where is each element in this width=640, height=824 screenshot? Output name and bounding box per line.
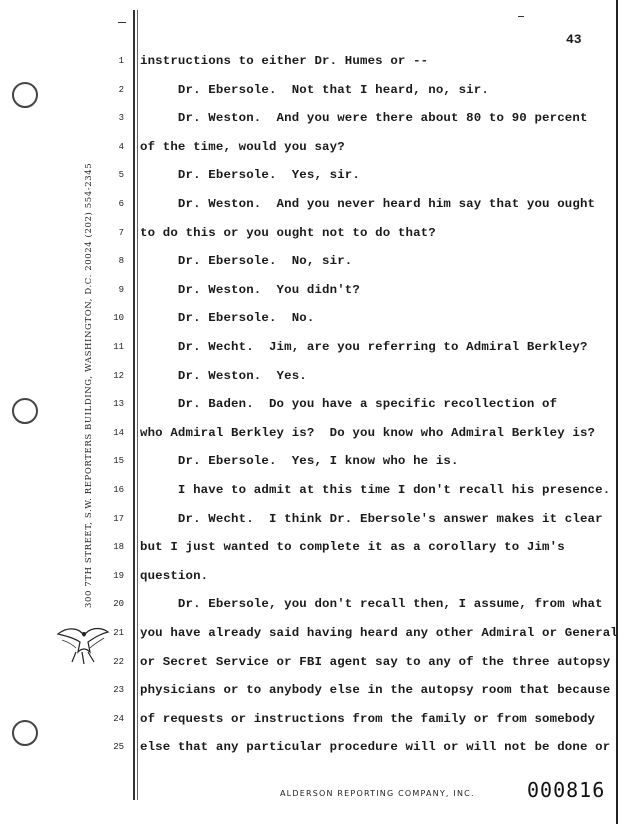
line-number: 8	[118, 256, 124, 266]
scan-mark	[518, 16, 524, 17]
line-number: 6	[118, 199, 124, 209]
transcript-line: or Secret Service or FBI agent say to any of the three autopsy	[140, 655, 611, 669]
line-number: 11	[113, 342, 124, 352]
line-number: 10	[113, 313, 124, 323]
transcript-line: Dr. Ebersole. Yes, I know who he is.	[140, 454, 459, 468]
reporter-address-vertical: 300 7TH STREET, S.W. REPORTERS BUILDING, WASHINGTON, D.C. 20024 (202) 554-2345	[84, 162, 94, 608]
transcript-line: Dr. Wecht. I think Dr. Ebersole's answer makes it clear	[140, 512, 603, 526]
line-number: 13	[113, 399, 124, 409]
transcript-line: you have already said having heard any other Admiral or General	[140, 626, 618, 640]
transcript-line: who Admiral Berkley is? Do you know who Admiral Berkley is?	[140, 426, 596, 440]
line-number: 23	[113, 685, 124, 695]
transcript-line: Dr. Weston. And you never heard him say that you ought	[140, 197, 596, 211]
transcript-line: Dr. Ebersole. No.	[140, 311, 315, 325]
scan-mark	[118, 22, 126, 23]
line-number: 22	[113, 657, 124, 667]
transcript-line: else that any particular procedure will or will not be done or	[140, 740, 611, 754]
transcript-line: I have to admit at this time I don't recall his presence.	[140, 483, 611, 497]
transcript-line: but I just wanted to complete it as a corollary to Jim's	[140, 540, 565, 554]
eagle-seal-icon	[54, 618, 110, 668]
line-number: 1	[118, 56, 124, 66]
line-number: 9	[118, 285, 124, 295]
line-number: 7	[118, 228, 124, 238]
transcript-line: Dr. Ebersole. No, sir.	[140, 254, 353, 268]
transcript-line: Dr. Weston. Yes.	[140, 369, 307, 383]
binder-hole-bottom	[12, 720, 38, 746]
line-number: 14	[113, 428, 124, 438]
transcript-line: physicians or to anybody else in the autopsy room that because	[140, 683, 611, 697]
binder-hole-top	[12, 82, 38, 108]
margin-rule-right	[616, 0, 618, 824]
transcript-line: Dr. Ebersole, you don't recall then, I assume, from what	[140, 597, 603, 611]
transcript-line: Dr. Ebersole. Yes, sir.	[140, 168, 360, 182]
transcript-line: of the time, would you say?	[140, 140, 345, 154]
line-number: 24	[113, 714, 124, 724]
margin-rule-left	[133, 10, 135, 800]
transcript-line: Dr. Weston. And you were there about 80 to 90 percent	[140, 111, 588, 125]
transcript-line: Dr. Weston. You didn't?	[140, 283, 360, 297]
line-number: 25	[113, 742, 124, 752]
line-number: 3	[118, 113, 124, 123]
footer-company: ALDERSON REPORTING COMPANY, INC.	[280, 789, 475, 798]
binder-hole-middle	[12, 398, 38, 424]
page-number: 43	[566, 32, 582, 47]
line-number: 2	[118, 85, 124, 95]
transcript-line: Dr. Baden. Do you have a specific recollection of	[140, 397, 558, 411]
bates-number: 000816	[527, 778, 606, 802]
line-number: 17	[113, 514, 124, 524]
line-number: 15	[113, 456, 124, 466]
transcript-line: to do this or you ought not to do that?	[140, 226, 436, 240]
line-number: 4	[118, 142, 124, 152]
line-number: 5	[118, 170, 124, 180]
transcript-line: of requests or instructions from the family or from somebody	[140, 712, 596, 726]
line-number: 18	[113, 542, 124, 552]
transcript-line: instructions to either Dr. Humes or --	[140, 54, 429, 68]
transcript-line: Dr. Wecht. Jim, are you referring to Admiral Berkley?	[140, 340, 588, 354]
line-number: 21	[113, 628, 124, 638]
line-number: 16	[113, 485, 124, 495]
transcript-line: Dr. Ebersole. Not that I heard, no, sir.	[140, 83, 489, 97]
line-number: 12	[113, 371, 124, 381]
line-number: 20	[113, 599, 124, 609]
margin-rule-left-inner	[137, 10, 138, 800]
transcript-line: question.	[140, 569, 209, 583]
line-number: 19	[113, 571, 124, 581]
